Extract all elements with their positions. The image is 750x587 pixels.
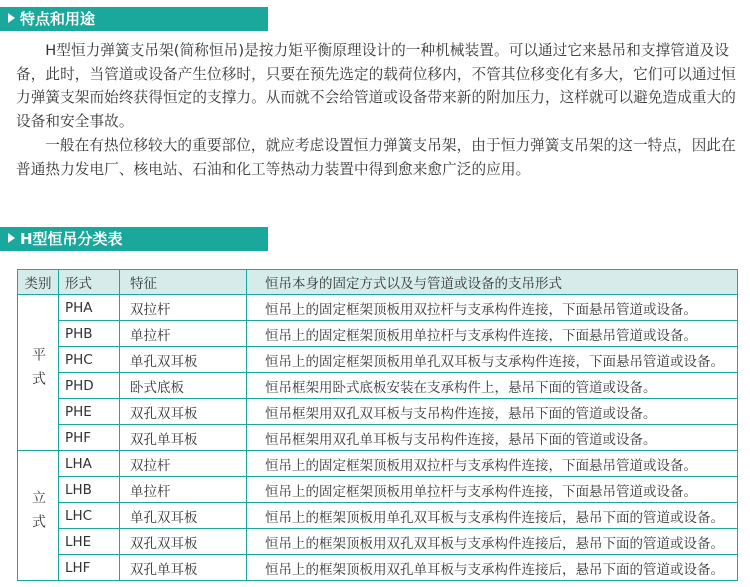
feature-cell: 双孔双耳板 xyxy=(120,399,247,425)
paragraph-intro: H型恒力弹簧支吊架(简称恒吊)是按力矩平衡原理设计的一种机械装置。可以通过它来悬吊和支撑管道及设备，此时，当管道或设备产生位移时，只要在预先选定的载荷位移内，不管其位移变化有多大，它们可以通过恒力弹簧支架而始终获得恒定的支撑力。从而就不会给管道或设备带来新的附加压力，这样就可以避免造成重大的设备和安全事故。 xyxy=(16,42,736,130)
description-cell: 恒吊上的固定框架顶板用单拉杆与支承构件连接，下面悬吊管道或设备。 xyxy=(247,477,738,503)
description-cell: 恒吊上的固定框架顶板用双拉杆与支承构件连接，下面悬吊管道或设备。 xyxy=(247,451,738,477)
description-cell: 恒吊上的固定框架顶板用单拉杆与支承构件连接，下面悬吊管道或设备。 xyxy=(247,321,738,347)
code-cell: LHA xyxy=(59,451,120,477)
triangle-right-icon xyxy=(8,233,15,243)
description-cell: 恒吊框架用双孔双耳板与支吊构件连接，悬吊下面的管道或设备。 xyxy=(247,399,738,425)
table-row xyxy=(18,477,738,503)
header-description: 恒吊本身的固定方式以及与管道或设备的支吊形式 xyxy=(247,270,738,295)
code-cell: LHF xyxy=(59,555,120,581)
feature-cell: 单孔双耳板 xyxy=(120,503,247,529)
feature-cell: 双孔双耳板 xyxy=(120,529,247,555)
header-feature: 特征 xyxy=(120,270,247,295)
description-cell: 恒吊框架用双孔单耳板与支吊构件连接，悬吊下面的管道或设备。 xyxy=(247,425,738,451)
table-row xyxy=(18,425,738,451)
feature-cell: 双拉杆 xyxy=(120,295,247,321)
header-form: 形式 xyxy=(59,270,120,295)
triangle-right-icon xyxy=(8,13,15,23)
table-row xyxy=(18,373,738,399)
table-row xyxy=(18,295,738,321)
table-row xyxy=(18,451,738,477)
section-title: H型恒吊分类表 xyxy=(20,230,123,248)
classification-table xyxy=(17,269,738,581)
category-label: 立式 xyxy=(30,489,46,538)
table-row xyxy=(18,555,738,581)
category-label: 平式 xyxy=(30,346,46,395)
paragraph-application: 一般在有热位移较大的重要部位，就应考虑设置恒力弹簧支吊架，由于恒力弹簧支吊架的这一特点，因此在普通热力发电厂、核电站、石油和化工等热动力装置中得到愈来愈广泛的应用。 xyxy=(16,137,736,178)
header-category: 类别 xyxy=(18,270,59,295)
feature-cell: 双孔单耳板 xyxy=(120,555,247,581)
table-row xyxy=(18,321,738,347)
table-row xyxy=(18,529,738,555)
code-cell: PHD xyxy=(59,373,120,399)
table-row xyxy=(18,503,738,529)
code-cell: PHC xyxy=(59,347,120,373)
feature-cell: 双孔单耳板 xyxy=(120,425,247,451)
section-title: 特点和用途 xyxy=(20,10,96,28)
code-cell: PHF xyxy=(59,425,120,451)
description-cell: 恒吊上的固定框架顶板用单孔双耳板与支承构件连接，下面悬吊管道或设备。 xyxy=(247,347,738,373)
code-cell: PHE xyxy=(59,399,120,425)
feature-cell: 单拉杆 xyxy=(120,477,247,503)
table-header-row xyxy=(18,270,738,295)
category-cell xyxy=(18,451,59,581)
feature-cell: 单孔双耳板 xyxy=(120,347,247,373)
code-cell: PHB xyxy=(59,321,120,347)
code-cell: PHA xyxy=(59,295,120,321)
table-row xyxy=(18,347,738,373)
description-cell: 恒吊上的固定框架顶板用双拉杆与支承构件连接，下面悬吊管道或设备。 xyxy=(247,295,738,321)
description-cell: 恒吊上的框架顶板用单孔双耳板与支承构件连接后，悬吊下面的管道或设备。 xyxy=(247,503,738,529)
description-cell: 恒吊上的框架顶板用双孔单耳板与支承构件连接后，悬吊下面的管道或设备。 xyxy=(247,555,738,581)
section-header-classification xyxy=(0,227,268,251)
feature-cell: 双拉杆 xyxy=(120,451,247,477)
code-cell: LHE xyxy=(59,529,120,555)
code-cell: LHB xyxy=(59,477,120,503)
code-cell: LHC xyxy=(59,503,120,529)
description-cell: 恒吊上的框架顶板用双孔双耳板与支承构件连接后，悬吊下面的管道或设备。 xyxy=(247,529,738,555)
feature-cell: 卧式底板 xyxy=(120,373,247,399)
feature-cell: 单拉杆 xyxy=(120,321,247,347)
table-row xyxy=(18,399,738,425)
description-cell: 恒吊框架用卧式底板安装在支承构件上，悬吊下面的管道或设备。 xyxy=(247,373,738,399)
section-header-features xyxy=(0,7,268,31)
category-cell xyxy=(18,295,59,451)
